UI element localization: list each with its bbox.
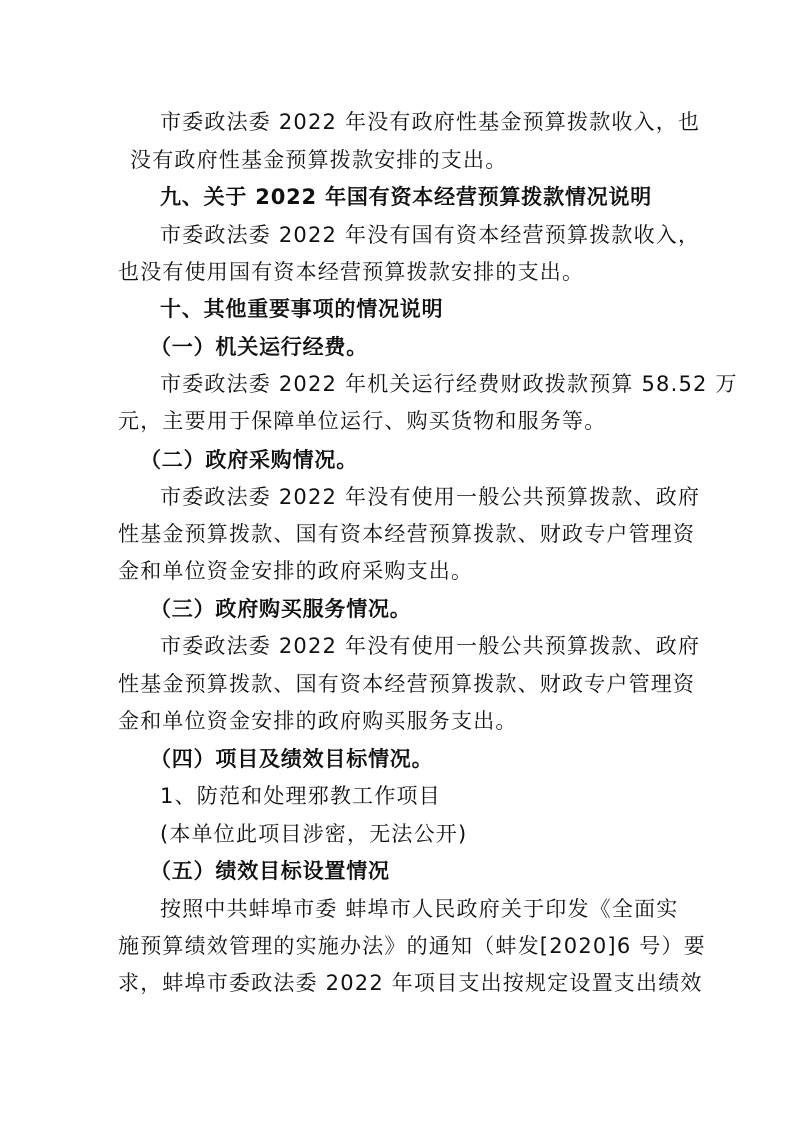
text-line: 也没有使用国有资本经营预算拨款安排的支出。 — [118, 260, 585, 284]
text-line: 没有政府性基金预算拨款安排的支出。 — [130, 148, 508, 172]
subsection-heading: （三）政府购买服务情况。 — [150, 597, 412, 621]
text-line: 性基金预算拨款、国有资本经营预算拨款、财政专户管理资 — [118, 522, 696, 546]
text-line: 金和单位资金安排的政府购买服务支出。 — [118, 709, 518, 733]
text-line: 元，主要用于保障单位运行、购买货物和服务等。 — [118, 409, 607, 433]
subsection-heading: （四）项目及绩效目标情况。 — [150, 747, 434, 771]
text-line: 市委政法委 2022 年没有使用一般公共预算拨款、政府 — [160, 485, 701, 509]
text-line: 市委政法委 2022 年机关运行经费财政拨款预算 58.52 万 — [160, 372, 738, 396]
text-line: 市委政法委 2022 年没有使用一般公共预算拨款、政府 — [160, 634, 701, 658]
subsection-heading: （二）政府采购情况。 — [140, 448, 358, 472]
section-heading: 十、其他重要事项的情况说明 — [160, 297, 444, 321]
text-line: 1、防范和处理邪教工作项目 — [160, 784, 441, 808]
text-line: 按照中共蚌埠市委 蚌埠市人民政府关于印发《全面实 — [160, 897, 679, 921]
text-line: 金和单位资金安排的政府采购支出。 — [118, 559, 474, 583]
subsection-heading: （一）机关运行经费。 — [150, 335, 368, 359]
text-line: 性基金预算拨款、国有资本经营预算拨款、财政专户管理资 — [118, 672, 696, 696]
subsection-heading: （五）绩效目标设置情况 — [150, 859, 390, 883]
text-line: 市委政法委 2022 年没有政府性基金预算拨款收入，也 — [160, 110, 701, 134]
text-line: (本单位此项目涉密，无法公开) — [160, 822, 468, 846]
text-line: 施预算绩效管理的实施办法》的通知（蚌发[2020]6 号）要 — [118, 934, 706, 958]
text-line: 求，蚌埠市委政法委 2022 年项目支出按规定设置支出绩效 — [118, 971, 703, 995]
text-line: 市委政法委 2022 年没有国有资本经营预算拨款收入， — [160, 223, 701, 247]
section-heading: 九、关于 2022 年国有资本经营预算拨款情况说明 — [160, 185, 653, 209]
